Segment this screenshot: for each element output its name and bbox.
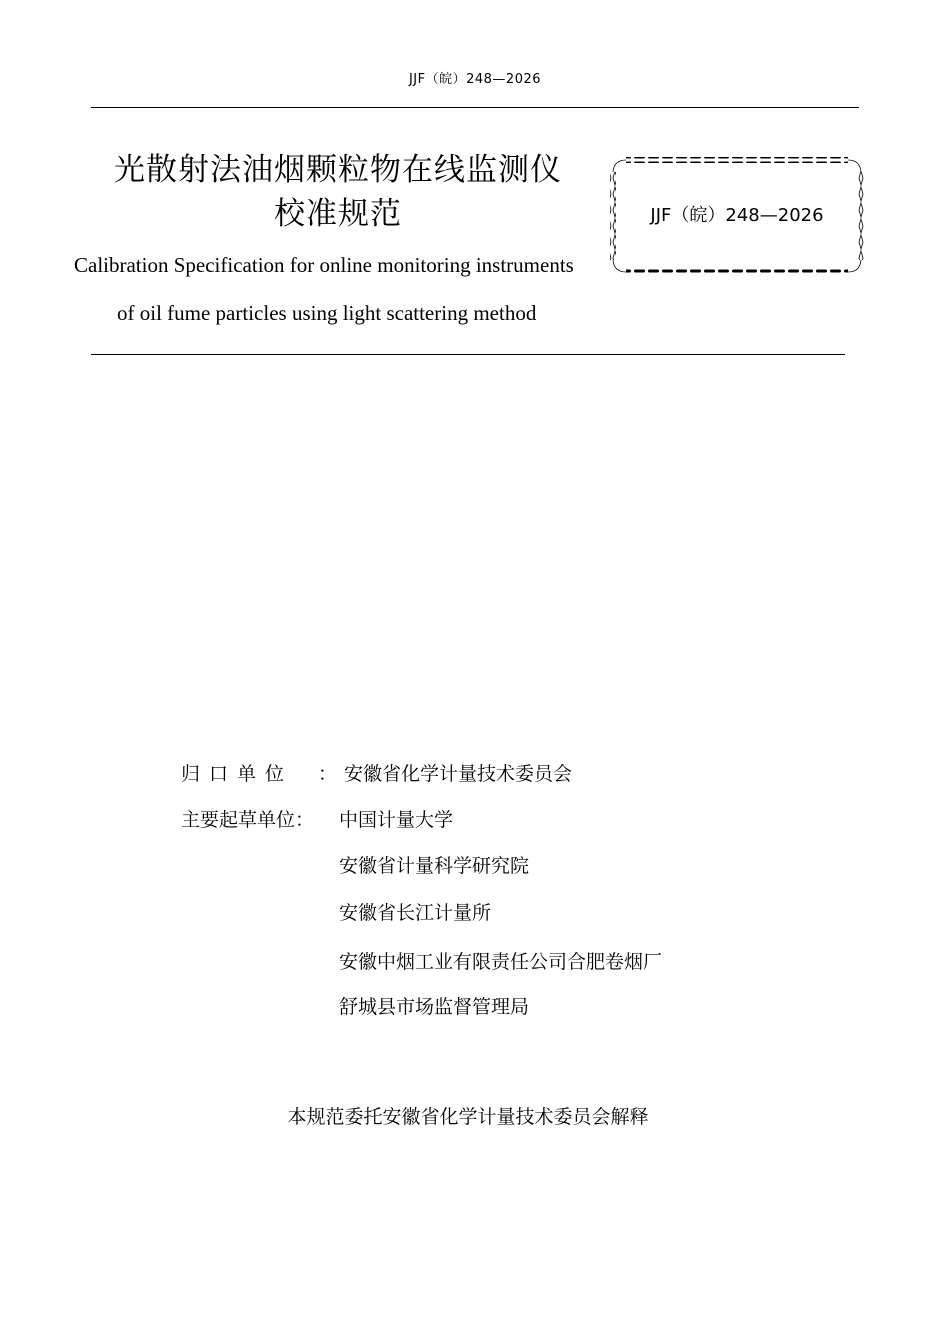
interpretation-note: 本规范委托安徽省化学计量技术委员会解释: [287, 1106, 649, 1128]
title-chinese-line-1: 光散射法油烟颗粒物在线监测仪: [114, 152, 562, 188]
drafting-unit-item: 中国计量大学: [339, 809, 454, 831]
drafting-unit-item: 安徽省长江计量所: [339, 902, 492, 924]
drafting-unit-item: 舒城县市场监督管理局: [339, 996, 530, 1018]
centralized-unit-colon: ：: [318, 763, 338, 785]
centralized-unit-label: 归口单位: [181, 763, 294, 785]
drafting-unit-item: 安徽中烟工业有限责任公司合肥卷烟厂: [339, 951, 663, 973]
specification-code-badge: [606, 154, 868, 278]
title-english-line-2: of oil fume particles using light scattering method: [117, 301, 537, 325]
header-code: JJF（皖）248—2026: [408, 72, 542, 87]
centralized-unit-value: 安徽省化学计量技术委员会: [344, 763, 573, 785]
drafting-unit-item: 安徽省计量科学研究院: [339, 855, 530, 877]
header-divider: [91, 107, 859, 108]
title-chinese-line-2: 校准规范: [274, 196, 402, 232]
title-divider: [91, 354, 845, 355]
badge-code-text: JJF（皖）248—2026: [650, 205, 824, 226]
drafting-units-label: 主要起草单位：: [181, 809, 315, 831]
title-english-line-1: Calibration Specification for online monitoring instruments: [74, 253, 574, 277]
